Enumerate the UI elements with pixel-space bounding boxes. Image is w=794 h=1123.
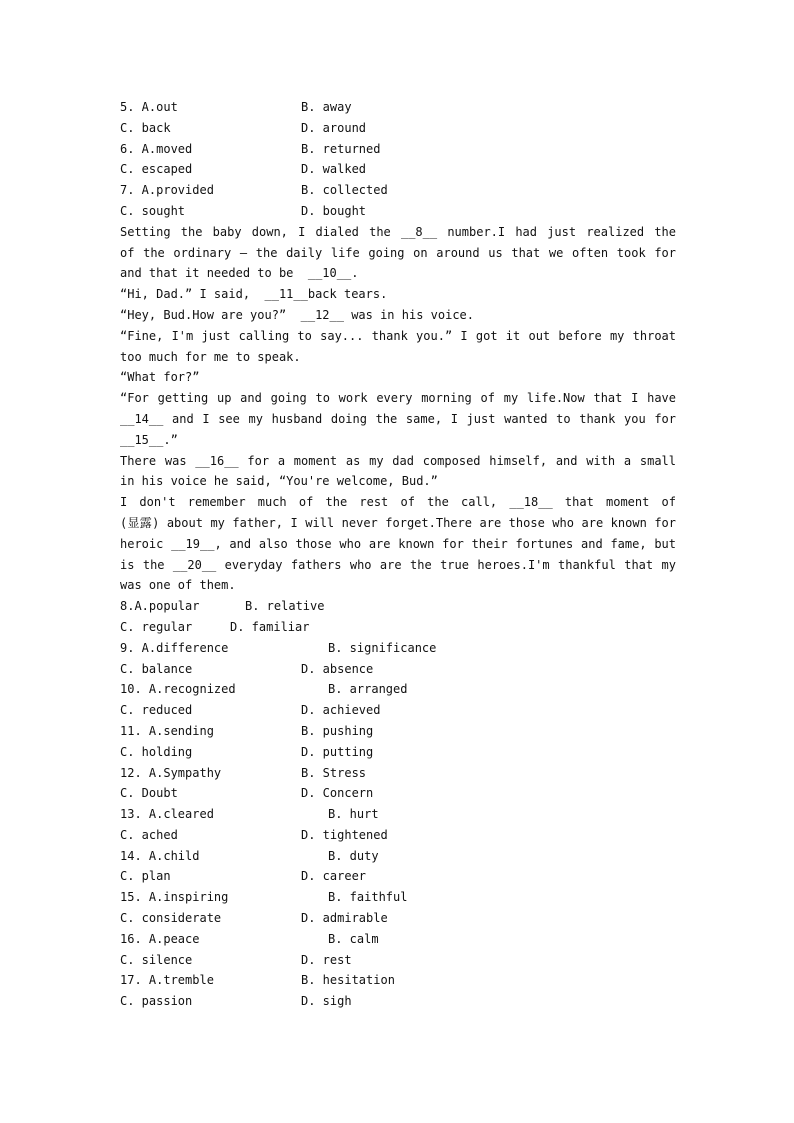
option-row — [120, 783, 676, 804]
option-a: 7. A.provided — [120, 183, 214, 198]
option-row — [120, 721, 676, 742]
passage-line: “What for?” — [120, 370, 200, 385]
option-row — [120, 950, 676, 971]
option-c: C. passion — [120, 994, 193, 1009]
option-b: B. calm — [328, 931, 379, 946]
passage-line: and that it needed to be __10__. — [120, 266, 359, 281]
option-b: B. returned — [301, 141, 381, 156]
passage-line: of the ordinary — the daily life going on around us that we often took for — [120, 245, 676, 260]
option-a: 11. A.sending — [120, 723, 214, 738]
option-row — [120, 970, 676, 991]
option-d: D. tightened — [301, 827, 388, 842]
option-b: B. Stress — [301, 765, 367, 780]
passage-line: Setting the baby down, I dialed the __8__ number.I had just realized the — [120, 224, 676, 239]
option-b: B. significance — [328, 640, 437, 655]
option-a: 17. A.tremble — [120, 973, 214, 988]
option-d: D. sigh — [301, 994, 352, 1009]
option-row — [120, 97, 676, 118]
option-b: B. relative — [245, 599, 325, 614]
option-b: B. collected — [301, 183, 388, 198]
option-row — [120, 908, 676, 929]
option-row — [120, 700, 676, 721]
option-b: B. duty — [328, 848, 379, 863]
option-a: 6. A.moved — [120, 141, 193, 156]
option-row — [120, 180, 676, 201]
option-a: 15. A.inspiring — [120, 890, 229, 905]
option-c: C. holding — [120, 744, 193, 759]
passage-line: was one of them. — [120, 578, 236, 593]
passage-line: is the __20__ everyday fathers who are the true heroes.I'm thankful that my — [120, 557, 676, 572]
option-a: 12. A.Sympathy — [120, 765, 222, 780]
option-a: 9. A.difference — [120, 640, 229, 655]
option-a: 16. A.peace — [120, 931, 200, 946]
option-row — [120, 991, 676, 1012]
passage-line: I don't remember much of the rest of the call, __18__ that moment of — [120, 495, 676, 510]
option-d: D. bought — [301, 203, 367, 218]
option-d: D. rest — [301, 952, 352, 967]
option-b: B. pushing — [301, 723, 374, 738]
option-d: D. around — [301, 120, 367, 135]
option-c: C. back — [120, 120, 171, 135]
option-c: C. considerate — [120, 911, 222, 926]
option-d: D. career — [301, 869, 367, 884]
option-c: C. regular — [120, 619, 193, 634]
option-c: C. escaped — [120, 162, 193, 177]
option-row — [120, 596, 676, 617]
option-row — [120, 846, 676, 867]
option-c: C. silence — [120, 952, 193, 967]
option-a: 5. A.out — [120, 100, 178, 114]
option-row — [120, 617, 676, 638]
option-row — [120, 804, 676, 825]
option-row — [120, 659, 676, 680]
option-a: 13. A.cleared — [120, 807, 214, 822]
option-row — [120, 201, 676, 222]
option-row — [120, 638, 676, 659]
option-row — [120, 825, 676, 846]
option-c: C. ached — [120, 827, 178, 842]
option-b: B. away — [301, 100, 352, 114]
passage-line: There was __16__ for a moment as my dad composed himself, and with a small — [120, 453, 676, 468]
option-row — [120, 929, 676, 950]
option-row — [120, 679, 676, 700]
option-d: D. achieved — [301, 703, 381, 718]
option-a: 14. A.child — [120, 848, 200, 863]
passage-line: “Hi, Dad.” I said, __11__back tears. — [120, 287, 388, 302]
passage-line: “For getting up and going to work every morning of my life.Now that I have — [120, 391, 676, 406]
option-a: 10. A.recognized — [120, 682, 236, 697]
option-c: C. plan — [120, 869, 171, 884]
passage-line: “Hey, Bud.How are you?” __12__ was in his voice. — [120, 307, 475, 322]
option-c: C. balance — [120, 661, 193, 676]
option-d: D. Concern — [301, 786, 374, 801]
option-d: D. putting — [301, 744, 374, 759]
passage-line: heroic __19__, and also those who are known for their fortunes and fame, but — [120, 536, 676, 551]
option-d: D. walked — [301, 162, 367, 177]
option-a: 8.A.popular — [120, 599, 200, 614]
option-c: C. reduced — [120, 703, 193, 718]
option-row — [120, 159, 676, 180]
passage-line: __14__ and I see my husband doing the same, I just wanted to thank you for — [120, 411, 676, 426]
passage-line: __15__.” — [120, 432, 178, 447]
option-d: D. admirable — [301, 911, 388, 926]
option-c: C. Doubt — [120, 786, 178, 801]
option-b: B. faithful — [328, 890, 408, 905]
passage-line: in his voice he said, “You're welcome, Bud.” — [120, 474, 438, 489]
option-row — [120, 887, 676, 908]
option-row — [120, 118, 676, 139]
option-b: B. hesitation — [301, 973, 395, 988]
option-b: B. hurt — [328, 807, 379, 822]
document-page — [120, 97, 676, 1012]
option-b: B. arranged — [328, 682, 408, 697]
option-d: D. familiar — [230, 619, 310, 634]
option-row — [120, 866, 676, 887]
option-row — [120, 139, 676, 160]
passage-line: “Fine, I'm just calling to say... thank you.” I got it out before my throat — [120, 328, 676, 343]
option-c: C. sought — [120, 203, 186, 218]
option-row — [120, 742, 676, 763]
passage-line: too much for me to speak. — [120, 349, 301, 364]
option-d: D. absence — [301, 661, 374, 676]
option-row — [120, 763, 676, 784]
passage-line: (显露) about my father, I will never forget.There are those who are known for — [120, 515, 676, 530]
